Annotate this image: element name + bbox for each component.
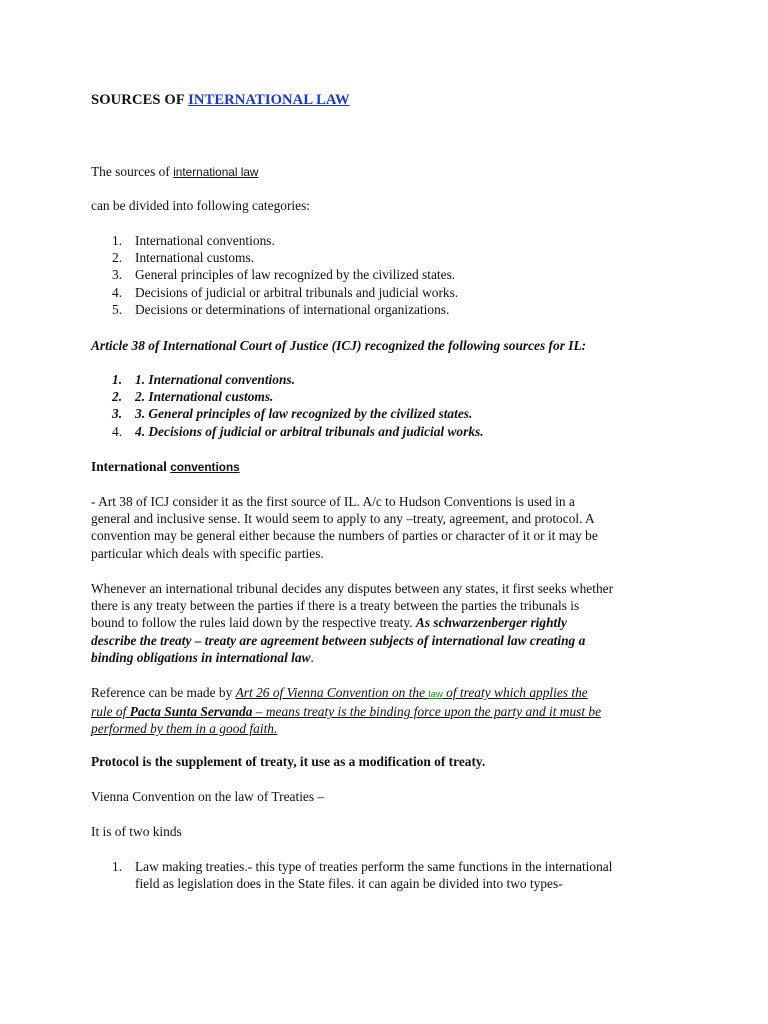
text-line [91,684,671,703]
list-item [91,371,484,388]
list-number: 2. [112,250,123,266]
list-item [91,405,484,422]
list-text: 3. General principles of law recognized by the civilized states. [135,406,473,422]
text-line: general and inclusive sense. It would seem to apply to any –treaty, agreement, and protocol. A [91,511,595,527]
list-number: 1. [112,859,123,874]
intro-line-2: can be divided into following categories: [91,198,311,213]
list-item [91,423,484,440]
intro-line-1 [91,163,258,181]
law-link[interactable]: law [428,689,443,700]
text-line [91,649,671,666]
list-text: 1. International conventions. [135,372,295,387]
page-title [91,92,350,109]
text-plain: Reference can be made by [91,685,236,700]
text-line: Whenever an international tribunal decides any disputes between any states, it first seeks whether [91,581,614,596]
categories-list [91,232,458,318]
title-prefix: SOURCES OF [91,92,189,108]
text-italic: rule of [91,704,130,720]
protocol-statement: Protocol is the supplement of treaty, it use as a modification of treaty. [91,754,486,769]
text-line: there is any treaty between the parties if there is a treaty between the parties the tribunals is [91,598,580,614]
list-number: 4. [112,284,123,300]
international-law-link[interactable]: international law [173,165,259,179]
intro-prefix: The sources of [91,164,174,179]
list-item [91,266,458,283]
title-link[interactable]: INTERNATIONAL LAW [188,92,350,108]
text-line [91,614,671,631]
conventions-heading-prefix: International [91,459,171,474]
paragraph-tribunal [91,580,671,666]
list-text: 4. Decisions of judicial or arbitral tribunals and judicial works. [135,423,484,439]
paragraph-conventions [91,493,671,562]
text-bold-italic: As schwarzenberger rightly [415,615,567,631]
conventions-heading [91,458,240,476]
conventions-link[interactable]: conventions [170,460,240,474]
text-plain: . [310,649,314,665]
list-number: 2. [112,389,123,405]
article-38-heading: Article 38 of International Court of Justice (ICJ) recognized the following sources for IL: [91,338,587,353]
text-line: convention may be general either because the numbers of parties or character of it or it may be [91,528,598,544]
icj-sources-list [91,371,484,440]
text-line [91,703,671,720]
list-text: Decisions of judicial or arbitral tribunals and judicial works. [135,284,459,300]
paragraph-vienna-reference [91,684,671,738]
text-line: describe the treaty – treaty are agreement between subjects of international law creating a [91,632,586,648]
text-line: performed by them in a good faith. [91,721,278,737]
list-number: 1. [112,233,123,248]
list-text: International conventions. [135,233,275,248]
vienna-convention-line: Vienna Convention on the law of Treaties – [91,789,325,804]
article-26-reference-cont: of treaty which applies the [442,685,588,700]
list-text: Decisions or determinations of international organizations. [135,301,450,317]
list-number: 1. [112,372,123,387]
two-kinds-line: It is of two kinds [91,824,182,839]
list-item [91,249,458,266]
list-number: 3. [112,406,123,422]
list-item [91,858,612,892]
list-item [91,232,458,249]
list-text-line: field as legislation does in the State files. it can again be divided into two types- [135,876,563,892]
list-text-line: Law making treaties.- this type of treaties perform the same functions in the international [135,859,613,874]
list-text: International customs. [135,250,254,266]
list-item [91,388,484,405]
list-text: 2. International customs. [135,389,274,405]
pacta-sunt-servanda: Pacta Sunta Servanda [129,704,253,720]
list-text: General principles of law recognized by the civilized states. [135,267,456,283]
text-line: particular which deals with specific parties. [91,545,324,561]
article-26-reference: Art 26 of Vienna Convention on the [235,685,429,700]
list-number: 5. [112,301,123,317]
list-number: 3. [112,267,123,283]
text-line: - Art 38 of ICJ consider it as the first source of IL. A/c to Hudson Conventions is used in a [91,494,575,509]
kinds-list [91,858,612,892]
text-italic: – means treaty is the binding force upon the party and it must be [252,704,602,720]
text-bold-italic: binding obligations in international law [91,649,311,665]
list-number: 4. [112,423,123,439]
text-plain: bound to follow the rules laid down by the respective treaty. [91,615,416,631]
list-item [91,301,458,318]
list-item [91,284,458,301]
